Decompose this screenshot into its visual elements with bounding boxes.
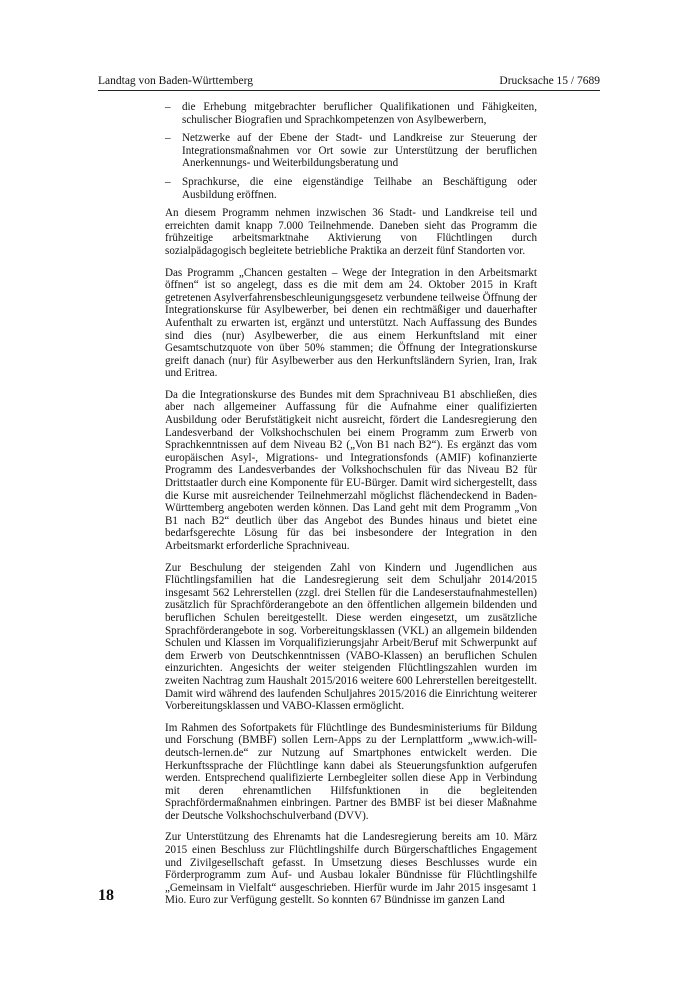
paragraph: Zur Unterstützung des Ehrenamts hat die Landesregierung bereits am 10. März 2015 einen Beschluss zur Flüchtlingshilfe durch Bürgerschaftliches Engagement und Zivilgesellschaft gefasst. In Umsetzung dieses Beschlusses wurde ein Förderprogramm zum Auf- und Ausbau lokaler Bündnisse für Flüchtlingshilfe „Gemeinsam in Vielfalt“ ausgeschrieben. Hierfür wurde im Jahr 2015 insgesamt 1 Mio. Euro zur Verfügung gestellt. So konnten 67 Bündnisse im ganzen Land	[165, 831, 537, 907]
list-item	[165, 176, 537, 201]
paragraph: Das Programm „Chancen gestalten – Wege der Integration in den Arbeitsmarkt öffnen“ ist so angelegt, dass es die mit dem am 24. Oktober 2015 in Kraft getretenen Asylverfahrensbeschleunigungsgesetz verbundene teilweise Öffnung der Integrationskurse für Asylbewerber, bei denen ein rechtmäßiger und dauerhafter Aufenthalt zu erwarten ist, ergänzt und unterstützt. Nach Auffassung des Bundes sind dies (nur) Asylbewerber, die aus einem Herkunftsland mit einer Gesamtschutzquote von über 50% stammen; die Öffnung der Integrationskurse greift danach (nur) für Asylbewerber aus den Herkunftsländern Syrien, Iran, Irak und Eritrea.	[165, 266, 537, 380]
list-item-text: Netzwerke auf der Ebene der Stadt- und Landkreise zur Steuerung der Integrationsmaßnahmen vor Ort sowie zur Unterstützung der beruflichen Anerkennungs- und Weiterbildungsberatung und	[182, 132, 537, 170]
bullet-list	[165, 101, 537, 201]
paragraph: Da die Integrationskurse des Bundes mit dem Sprachniveau B1 abschließen, dies aber nach allgemeiner Auffassung für die Aufnahme einer qualifizierten Ausbildung oder Berufstätigkeit nicht ausreicht, fördert die Landesregierung den Landesverband der Volkshochschulen bei einem Programm zum Erwerb von Sprachkenntnissen auf dem Niveau B2 („Von B1 nach B2“). Es ergänzt das vom europäischen Asyl-, Migrations- und Integrationsfonds (AMIF) kofinanzierte Programm des Landesverbandes der Volkshochschulen für das Niveau B2 für Drittstaatler durch eine Komponente für EU-Bürger. Damit wird sichergestellt, dass die Kurse mit ausreichender Teilnehmerzahl möglichst flächendeckend in Baden-Württemberg angeboten werden können. Das Land geht mit dem Programm „Von B1 nach B2“ deutlich über das Angebot des Bundes hinaus und bietet eine bedarfsgerechte Lösung für das bei insbesondere der Integration in den Arbeitsmarkt erforderliche Sprachniveau.	[165, 388, 537, 552]
header-document-number: Drucksache 15 / 7689	[499, 75, 600, 87]
paragraph: Im Rahmen des Sofortpakets für Flüchtlinge des Bundesministeriums für Bildung und Forschung (BMBF) sollen Lern-Apps zu der Lernplattform „www.ich-will-deutsch-lernen.de“ zur Nutzung auf Smartphones entwickelt werden. Die Herkunftssprache der Flüchtlinge kann dabei als Steuerungsfunktion aufgerufen werden. Entsprechend qualifizierte Lernbegleiter sollen diese App in Verbindung mit deren ehrenamtlichen Hilfsfunktionen in die begleitenden Sprachfördermaßnahmen einbringen. Partner des BMBF ist bei dieser Maßnahme der Deutsche Volkshochschulverband (DVV).	[165, 721, 537, 822]
paragraph: Zur Beschulung der steigenden Zahl von Kindern und Jugendlichen aus Flüchtlingsfamilien hat die Landesregierung seit dem Schuljahr 2014/2015 insgesamt 562 Lehrerstellen (zzgl. drei Stellen für die Landeserstaufnahmestellen) zusätzlich für Sprachförderangebote an den öffentlichen allgemein bildenden und beruflichen Schulen bereitgestellt. Diese werden eingesetzt, um zusätzliche Sprachförderangebote in sog. Vorbereitungsklassen (VKL) an allgemein bildenden Schulen und Klassen im Vorqualifizierungsjahr Arbeit/Beruf mit Schwerpunkt auf dem Erwerb von Deutschkenntnissen (VABO-Klassen) an beruflichen Schulen einzurichten. Angesichts der weiter steigenden Flüchtlingszahlen wurden im zweiten Nachtrag zum Haushalt 2015/2016 weitere 600 Lehrerstellen bereitgestellt. Damit wird während des laufenden Schuljahres 2015/2016 die Einrichtung weiterer Vorbereitungsklassen und VABO-Klassen ermöglicht.	[165, 561, 537, 713]
header-publisher: Landtag von Baden-Württemberg	[98, 75, 253, 87]
page-header	[98, 74, 600, 88]
page-number: 18	[98, 887, 114, 904]
dash-marker: –	[165, 101, 171, 113]
list-item-text: die Erhebung mitgebrachter beruflicher Qualifikationen und Fähigkeiten, schulischer Biografien und Sprachkompetenzen von Asylbewerbern,	[182, 101, 537, 126]
list-item	[165, 132, 537, 170]
dash-marker: –	[165, 175, 171, 188]
list-item-text: Sprachkurse, die eine eigenständige Teilhabe an Beschäftigung oder Ausbildung eröffnen.	[182, 175, 537, 201]
dash-marker: –	[165, 132, 171, 145]
paragraph: An diesem Programm nehmen inzwischen 36 Stadt- und Landkreise teil und erreichten damit knapp 7.000 Teilnehmende. Daneben sieht das Programm die frühzeitige arbeitsmarktnahe Aktivierung von Flüchtlingen durch sozialpädagogisch begleitete betriebliche Praktika an derzeit fünf Standorten vor.	[165, 207, 537, 257]
list-item	[165, 101, 537, 126]
page-body	[165, 101, 537, 916]
header-rule	[98, 90, 600, 91]
